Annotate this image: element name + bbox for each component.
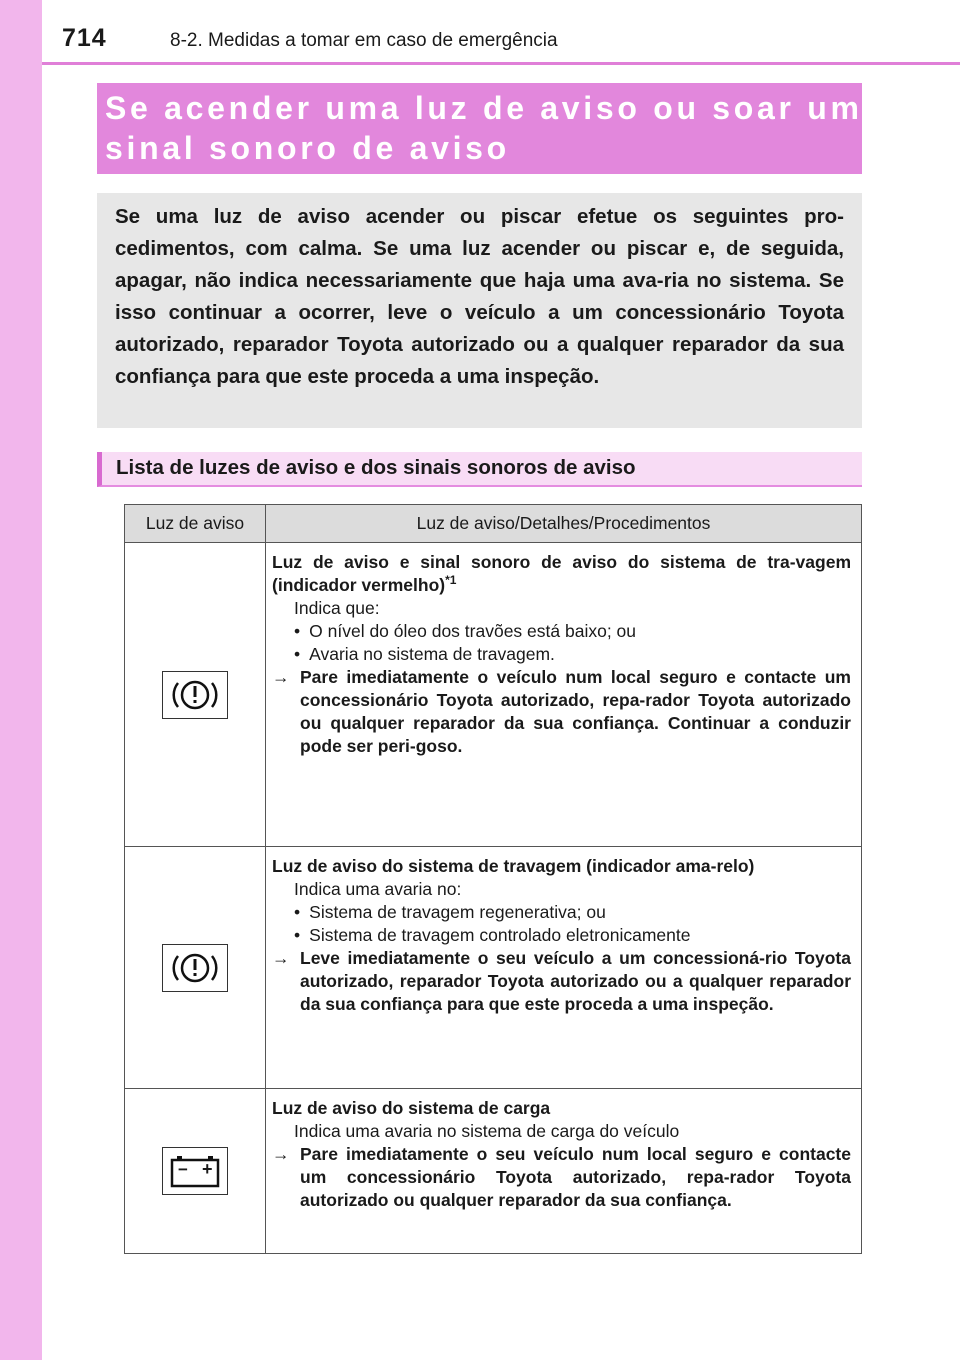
row-intro: Indica que: — [294, 598, 380, 618]
section-title: 8-2. Medidas a tomar em caso de emergência — [170, 30, 558, 51]
arrow-icon: → — [272, 948, 290, 968]
row-action — [272, 1143, 851, 1212]
row-intro: Indica uma avaria no: — [294, 879, 462, 899]
brake-warning-icon — [162, 671, 228, 719]
row-title: Luz de aviso do sistema de carga — [272, 1098, 551, 1118]
row-title: Luz de aviso do sistema de travagem (indicador ama-relo) — [272, 856, 755, 876]
header-rule — [42, 62, 960, 65]
row-action-text: Leve imediatamente o seu veículo a um concessioná-rio Toyota autorizado, reparador Toyota autorizado ou a qualquer reparador da sua confiança para que este proceda a uma inspeção. — [300, 948, 851, 1014]
description-cell — [266, 543, 862, 847]
subheading-box — [97, 452, 862, 487]
table-header-row — [125, 505, 862, 543]
battery-icon — [162, 1147, 228, 1195]
row-action — [272, 666, 851, 758]
battery-plus-sign: + — [202, 1159, 213, 1179]
list-item: • Sistema de travagem controlado eletronicamente — [272, 924, 851, 947]
table-row — [125, 1089, 862, 1254]
row-intro: Indica uma avaria no sistema de carga do veículo — [294, 1121, 680, 1141]
table-row — [125, 543, 862, 847]
list-item: • Sistema de travagem regenerativa; ou — [272, 901, 851, 924]
row-title — [272, 551, 851, 597]
page-title-line-2: sinal sonoro de aviso — [105, 130, 510, 166]
page-title-box — [97, 83, 862, 174]
intro-text: Se uma luz de aviso acender ou piscar efetue os seguintes pro-cedimentos, com calma. Se uma luz acender ou piscar e, de seguida, apagar, não indica necessariamente que haja uma ava-ria no sistema. Se isso continuar a ocorrer, leve o veículo a um concessionário Toyota autorizado, reparador Toyota autorizado ou a qualquer reparador da sua confiança para que este proceda a uma inspeção. — [115, 205, 844, 388]
icon-cell — [125, 1089, 266, 1254]
icon-cell — [125, 543, 266, 847]
intro-box — [97, 193, 862, 428]
side-color-band — [0, 0, 42, 1360]
arrow-icon: → — [272, 1144, 290, 1164]
page-title-line-1: Se acender uma luz de aviso ou soar um — [105, 90, 863, 126]
column-header-light: Luz de aviso — [125, 505, 266, 543]
row-title-text: Luz de aviso e sinal sonoro de aviso do sistema de tra-vagem (indicador vermelho) — [272, 552, 851, 595]
icon-cell — [125, 847, 266, 1089]
brake-warning-icon — [162, 944, 228, 992]
table-row — [125, 847, 862, 1089]
column-header-details: Luz de aviso/Detalhes/Procedimentos — [266, 505, 862, 543]
row-action-text: Pare imediatamente o veículo num local seguro e contacte um concessionário Toyota autorizado, repa-rador Toyota autorizado ou qualquer reparador da sua confiança. Continuar a conduzir pode ser peri-goso. — [300, 667, 851, 756]
row-action — [272, 947, 851, 1016]
list-item: • Avaria no sistema de travagem. — [272, 643, 851, 666]
row-action-text: Pare imediatamente o seu veículo num local seguro e contacte um concessionário Toyota autorizado, repa-rador Toyota autorizado ou qualquer reparador da sua confiança. — [300, 1144, 851, 1210]
description-cell — [266, 847, 862, 1089]
subheading-text: Lista de luzes de aviso e dos sinais sonoros de aviso — [116, 456, 636, 479]
arrow-icon: → — [272, 667, 290, 687]
description-cell — [266, 1089, 862, 1254]
footnote-marker: *1 — [445, 573, 457, 588]
battery-minus-sign: − — [178, 1160, 188, 1179]
list-item: • O nível do óleo dos travões está baixo; ou — [272, 620, 851, 643]
warning-lights-table — [124, 504, 862, 1254]
page-number: 714 — [62, 24, 107, 52]
